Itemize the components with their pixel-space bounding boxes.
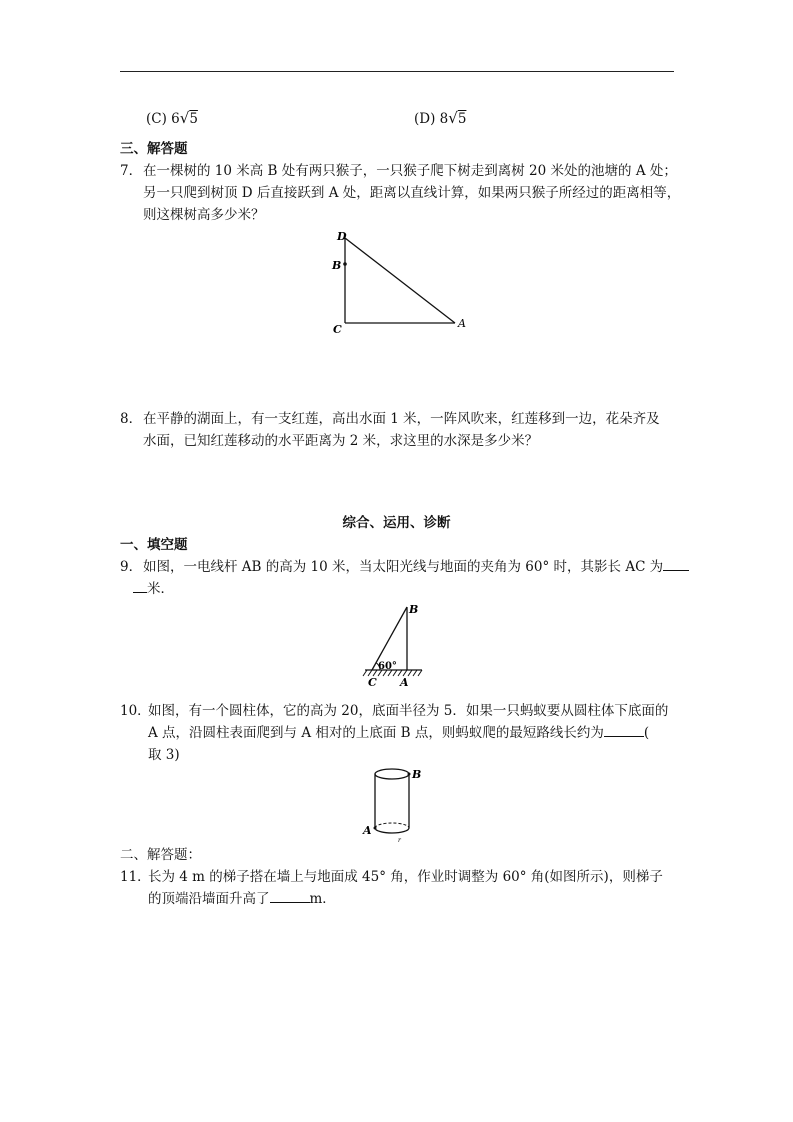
q10-point-b <box>408 773 411 776</box>
q9-line1-text: 如图，一电线杆 AB 的高为 10 米，当太阳光线与地面的夹角为 60° 时，其影长 AC 为 <box>143 559 664 575</box>
q8-line1: 在平静的湖面上，有一支红莲，高出水面 1 米，一阵风吹来，红莲移到一边，花朵齐及 <box>143 411 660 427</box>
section-title-fill: 一、填空题 <box>120 537 188 553</box>
q9-angle-label: 60° <box>378 661 397 672</box>
q7-jump-line <box>345 238 455 323</box>
q10-point-a <box>374 827 377 830</box>
q10-figure <box>360 764 430 846</box>
q9-label-c: C <box>368 676 377 689</box>
q10-number: 10． <box>120 703 151 719</box>
q10-bottom-front <box>375 828 409 833</box>
q9-label-a: A <box>400 676 409 689</box>
q7-line1: 在一棵树的 10 米高 B 处有两只猴子，一只猴子爬下树走到离树 20 米处的池塘的 A 处； <box>143 163 677 179</box>
q7-label-d: D <box>337 230 347 243</box>
q9-blank-part1[interactable] <box>663 556 689 571</box>
q11-line2 <box>148 888 336 910</box>
q7-label-c: C <box>333 323 342 336</box>
q11-line2-unit: m． <box>309 891 336 907</box>
q9-line2 <box>133 578 174 600</box>
q11-line1: 长为 4 m 的梯子搭在墙上与地面成 45° 角，作业时调整为 60° 角(如图所示)，则梯子 <box>148 869 663 885</box>
q9-number: 9． <box>120 559 143 575</box>
q9-label-b: B <box>409 603 419 616</box>
q8-line2: 水面，已知红莲移动的水平距离为 2 米，求这里的水深是多少米？ <box>143 433 539 449</box>
q9-blank-part2[interactable] <box>133 578 147 593</box>
q7-label-a: A <box>458 317 466 330</box>
section-title-answers: 三、解答题 <box>120 141 188 157</box>
q9-line1 <box>143 556 689 578</box>
q8-number: 8． <box>120 411 143 427</box>
q11-line2-text: 的顶端沿墙面升高了 <box>148 891 270 907</box>
q10-line2-paren: ( <box>643 725 650 741</box>
q7-line2: 另一只爬到树顶 D 后直接跃到 A 处，距离以直线计算，如果两只猴子所经过的距离相等， <box>143 185 681 201</box>
option-c-radicand: 5 <box>189 111 198 127</box>
q10-blank[interactable] <box>604 722 644 737</box>
q10-line2-text: A 点，沿圆柱表面爬到与 A 相对的上底面 B 点，则蚂蚁爬的最短路线长约为 <box>148 725 604 741</box>
q7-figure <box>320 226 480 338</box>
option-d-label: (D) <box>414 111 436 127</box>
q7-point-b <box>343 262 347 266</box>
option-c: (C) 6√5 <box>146 109 198 127</box>
q9-figure <box>360 603 430 689</box>
option-c-label: (C) <box>146 111 167 127</box>
q10-line1: 如图，有一个圆柱体，它的高为 20，底面半径为 5．如果一只蚂蚁要从圆柱体下底面的 <box>148 703 669 719</box>
q7-label-b: B <box>332 259 342 272</box>
q9-line2-text: 米． <box>147 581 174 597</box>
part-title: 综合、运用、诊断 <box>342 515 451 531</box>
q11-blank[interactable] <box>270 888 310 903</box>
q7-line3: 则这棵树高多少米？ <box>143 207 265 223</box>
option-d-radicand: 5 <box>457 111 467 127</box>
option-c-coef: 6 <box>171 111 180 127</box>
section-title-answers-2: 二、解答题： <box>120 847 201 863</box>
header-rule <box>120 71 674 72</box>
q7-number: 7． <box>120 163 143 179</box>
option-d: (D) 8√5 <box>414 109 467 127</box>
q10-label-r: r <box>398 837 401 844</box>
option-d-coef: 8 <box>439 111 449 127</box>
q10-line2 <box>148 722 649 744</box>
q11-number: 11． <box>120 869 151 885</box>
q10-label-b: B <box>412 768 422 781</box>
q10-bottom-back <box>375 823 409 828</box>
q10-label-a: A <box>363 824 372 837</box>
q10-top-ellipse <box>375 769 409 779</box>
q10-line3: 取 3) <box>148 747 180 763</box>
